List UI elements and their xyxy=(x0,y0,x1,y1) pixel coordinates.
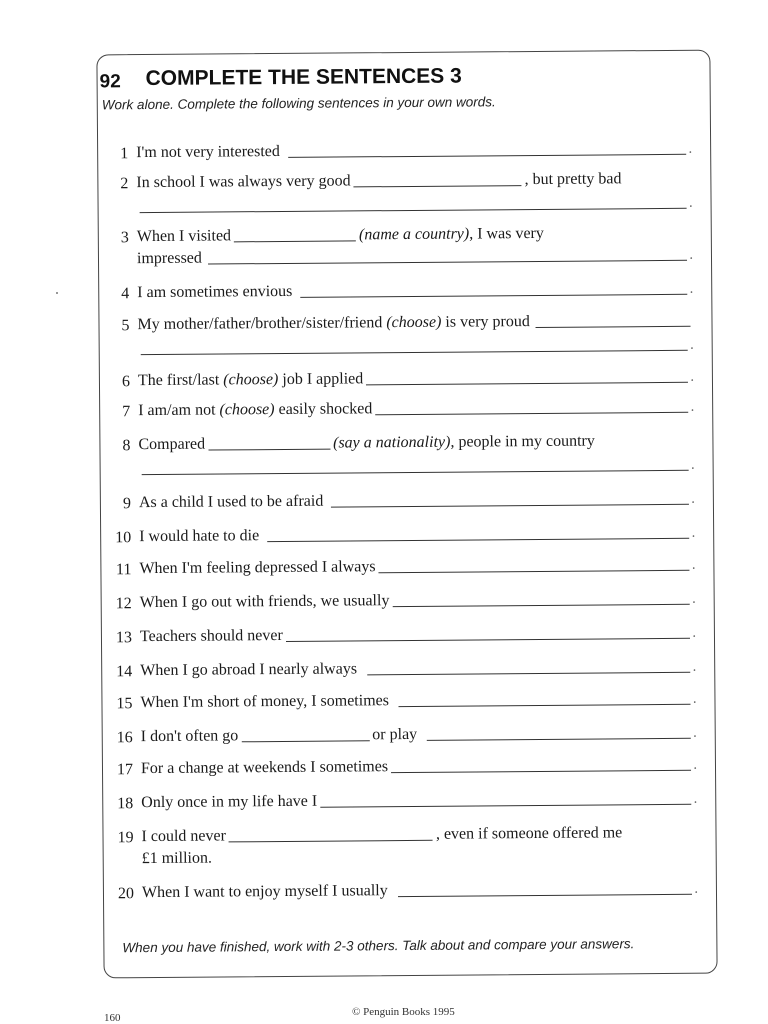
item-text-cont: , I was very xyxy=(469,224,544,243)
answer-blank[interactable] xyxy=(320,803,691,808)
answer-blank[interactable] xyxy=(427,737,690,741)
answer-blank[interactable] xyxy=(234,239,356,242)
item-text: When I go abroad I nearly always xyxy=(140,660,358,680)
answer-blank[interactable] xyxy=(379,569,689,573)
answer-blank[interactable] xyxy=(229,839,433,843)
item-number: 20 xyxy=(117,885,135,903)
answer-blank[interactable] xyxy=(141,349,687,355)
page-title: COMPLETE THE SENTENCES 3 xyxy=(145,64,462,91)
item-instruction: (say a nationality) xyxy=(333,433,451,452)
list-item-continuation: . xyxy=(101,455,713,484)
answer-blank[interactable] xyxy=(140,207,686,213)
list-item-continuation: . xyxy=(99,193,711,222)
item-number: 2 xyxy=(120,175,129,193)
list-item: 6 The first/last (choose) job I applied . xyxy=(100,367,712,396)
item-text-cont: easily shocked xyxy=(278,400,373,419)
item-text-cont: , even if someone offered me xyxy=(435,824,623,843)
item-number: 6 xyxy=(121,373,131,391)
answer-blank[interactable] xyxy=(399,703,690,707)
item-text-cont: is very proud xyxy=(445,313,530,331)
item-text: When I go out with friends, we usually xyxy=(139,592,390,612)
list-item: 15 When I'm short of money, I sometimes . xyxy=(102,689,714,718)
item-number: 1 xyxy=(120,145,129,163)
answer-blank[interactable] xyxy=(286,637,690,642)
item-text: For a change at weekends I sometimes xyxy=(140,758,389,778)
answer-blank[interactable] xyxy=(208,448,330,451)
list-item: 20 When I want to enjoy myself I usually . xyxy=(104,879,716,908)
item-text: Only once in my life have I xyxy=(141,792,318,812)
list-item: 17 For a change at weekends I sometimes . xyxy=(103,755,715,784)
answer-blank[interactable] xyxy=(536,325,691,328)
item-text: The first/last xyxy=(137,371,220,390)
answer-blank[interactable] xyxy=(331,503,688,508)
answer-blank[interactable] xyxy=(142,469,688,475)
item-text: In school I was always very good xyxy=(136,172,351,192)
item-instruction: (name a country) xyxy=(358,225,470,244)
item-text: I don't often go xyxy=(140,727,239,746)
item-number: 9 xyxy=(122,495,131,513)
answer-blank[interactable] xyxy=(208,259,687,265)
list-item: 9 As a child I used to be afraid . xyxy=(101,489,713,518)
list-item: 11 When I'm feeling depressed I always . xyxy=(101,555,713,584)
answer-blank[interactable] xyxy=(367,671,690,676)
list-item-continuation xyxy=(104,845,716,874)
item-text-cont: job I applied xyxy=(282,370,364,388)
item-number: 11 xyxy=(115,561,132,579)
item-text: I am/am not xyxy=(138,401,216,420)
item-number: 15 xyxy=(116,695,133,713)
copyright-notice: © Penguin Books 1995 xyxy=(352,1006,455,1018)
list-item-continuation: impressed . xyxy=(99,245,711,274)
item-number: 7 xyxy=(122,403,131,421)
list-item: 13 Teachers should never . xyxy=(102,623,714,652)
item-text: £1 million. xyxy=(141,849,212,868)
item-number: 16 xyxy=(116,729,133,747)
item-number: 4 xyxy=(121,285,130,303)
answer-blank[interactable] xyxy=(354,184,522,187)
scan-speck xyxy=(56,292,58,294)
item-text: My mother/father/brother/sister/friend xyxy=(137,314,383,334)
answer-blank[interactable] xyxy=(366,381,687,386)
page-number: 160 xyxy=(104,1012,121,1024)
item-text-cont: or play xyxy=(372,725,418,744)
list-item: 16 I don't often go or play . xyxy=(103,723,715,752)
list-item: 1 I'm not very interested . xyxy=(98,139,710,168)
answer-blank[interactable] xyxy=(241,739,369,742)
item-text: When I'm short of money, I sometimes xyxy=(140,692,390,712)
answer-blank[interactable] xyxy=(391,769,690,773)
worksheet-frame xyxy=(96,50,717,979)
list-item: 4 I am sometimes envious . xyxy=(99,279,711,308)
item-instruction: (choose) xyxy=(386,313,442,332)
instructions: Work alone. Complete the following sentences in your own words. xyxy=(101,94,496,113)
list-item: 12 When I go out with friends, we usually . xyxy=(102,589,714,618)
item-text: Teachers should never xyxy=(139,626,283,646)
answer-blank[interactable] xyxy=(300,293,686,298)
item-text: When I visited xyxy=(136,227,232,246)
item-text: I'm not very interested xyxy=(136,142,280,162)
answer-blank[interactable] xyxy=(288,153,686,158)
item-number: 10 xyxy=(115,529,132,547)
item-number: 14 xyxy=(116,663,133,681)
activity-number: 92 xyxy=(99,71,121,93)
item-number: 13 xyxy=(115,629,133,647)
list-item: 14 When I go abroad I nearly always . xyxy=(102,657,714,686)
item-text: Compared xyxy=(138,435,206,454)
list-item: 7 I am/am not (choose) easily shocked . xyxy=(100,397,712,426)
item-text: As a child I used to be afraid xyxy=(138,492,324,512)
item-number: 3 xyxy=(120,229,129,247)
item-text: impressed xyxy=(136,249,202,268)
item-text-cont: , people in my country xyxy=(450,432,595,451)
item-number: 8 xyxy=(122,437,131,455)
item-number: 18 xyxy=(117,795,134,813)
item-text: When I want to enjoy myself I usually xyxy=(141,882,388,902)
item-number: 19 xyxy=(117,829,134,847)
item-number: 5 xyxy=(121,317,130,335)
list-item: 18 Only once in my life have I . xyxy=(103,789,715,818)
item-instruction: (choose) xyxy=(223,371,279,389)
item-number: 12 xyxy=(115,595,132,613)
list-item-continuation: . xyxy=(100,335,712,364)
item-text: I am sometimes envious xyxy=(137,282,293,302)
item-text: I would hate to die xyxy=(139,527,260,546)
closing-instructions: When you have finished, work with 2-3 others. Talk about and compare your answers. xyxy=(122,936,635,956)
answer-blank[interactable] xyxy=(267,537,689,542)
item-number: 17 xyxy=(116,761,134,779)
answer-blank[interactable] xyxy=(392,603,689,607)
answer-blank[interactable] xyxy=(398,893,692,897)
item-text: When I'm feeling depressed I always xyxy=(139,558,376,578)
list-item: 10 I would hate to die . xyxy=(101,523,713,552)
item-text-cont: , but pretty bad xyxy=(524,170,622,189)
item-instruction: (choose) xyxy=(219,401,275,419)
answer-blank[interactable] xyxy=(375,411,687,415)
item-text: I could never xyxy=(141,827,226,846)
